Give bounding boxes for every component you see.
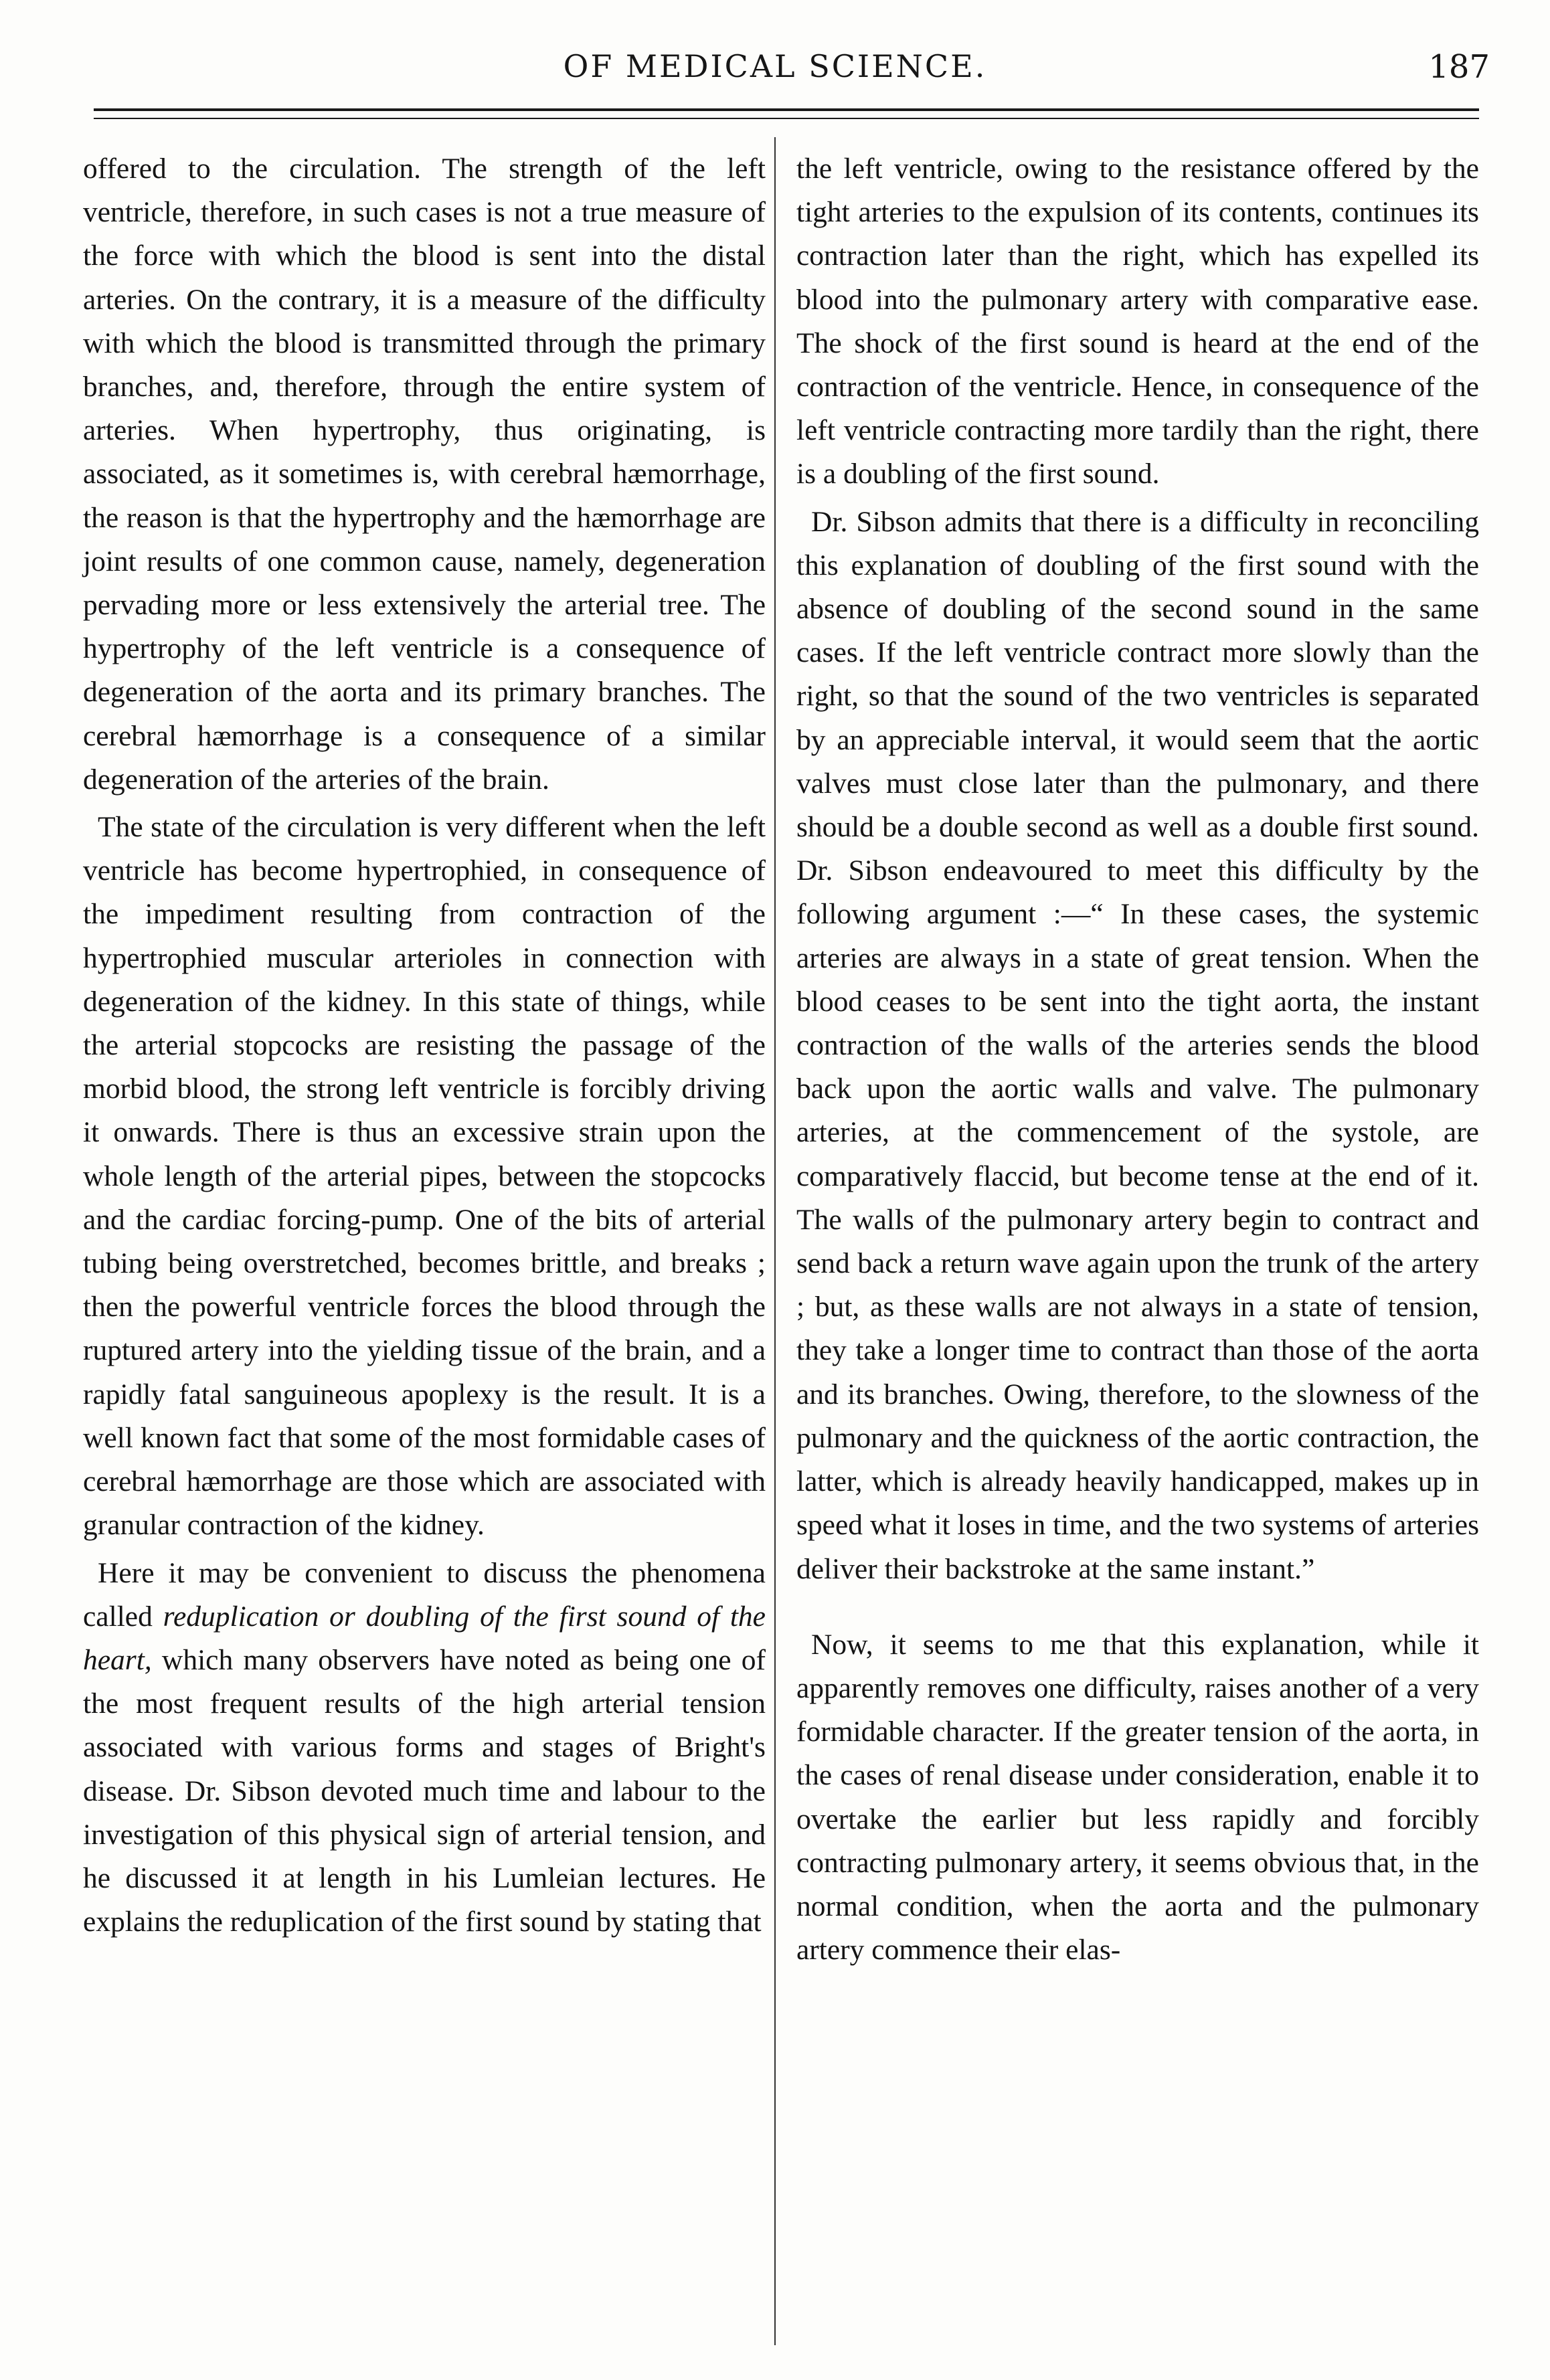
paragraph: Now, it seems to me that this explanation, while it apparently removes one difficulty, raises another of a very formidable character. If the greater tension of the aorta, in the cases of renal disease under consideration, enable it to overtake the earlier but less rapidly and forcibly contracting pulmonary artery, it seems obvious that, in the normal condition, when the aorta and the pulmonary artery commence their elas- [796, 1628, 1479, 1966]
paragraph-text [686, 1600, 697, 1633]
running-title: OF MEDICAL SCIENCE. [563, 48, 987, 84]
paragraph: The state of the circulation is very different when the left ventricle has become hypertrophied, in consequence of the impediment resulting from contraction of the hypertrophied muscular arterioles in connection with degeneration of the kidney. In this state of things, while the arterial stopcocks are resisting the passage of the morbid blood, the strong left ventricle is forcibly driving it onwards. There is thus an excessive strain upon the whole length of the arterial pipes, between the stopcocks and the cardiac forcing-pump. One of the bits of arterial tubing being overstretched, becomes brittle, and breaks ; then the powerful ventricle forces the blood through the ruptured artery into the yielding tissue of the brain, and a rapidly fatal sanguineous apoplexy is the result. It is a well known fact that some of the most formidable cases of cerebral hæmorrhage are those which are associated with granular contraction of the kidney. [83, 811, 766, 1542]
header-rule-thin [94, 118, 1479, 119]
paragraph-reduplication [83, 1552, 766, 1944]
paragraph: Dr. Sibson admits that there is a difficulty in reconciling this explanation of doubling of the first sound with the absence of doubling of the second sound in the same cases. If the left ventricle contract more slowly than the right, so that the sound of the two ventricles is separated by an appreciable interval, it would seem that the aortic valves must close later than the pulmonary, and there should be a double second as well as a double first sound. Dr. Sibson endeavoured to meet this difficulty by the following argument :—“ In these cases, the systemic arteries are always in a state of great tension. When the blood ceases to be sent into the tight aorta, the instant contraction of the walls of the arteries sends the blood back upon the aortic walls and valve. The pulmonary arteries, at the commencement of the systole, are comparatively flaccid, but become tense at the end of it. The walls of the pulmonary artery begin to contract and send back a return wave again upon the trunk of the artery ; but, as these walls are not always in a state of tension, they take a longer time to contract than those of the aorta and its branches. Owing, therefore, to the slowness of the pulmonary and the quickness of the aortic contraction, the latter, which is already heavily handicapped, makes up in speed what it loses in time, and the two systems of arteries deliver their backstroke at the same instant.” [796, 505, 1479, 1585]
italic-term: of the heart, [83, 1600, 766, 1676]
header-rule-thick [94, 108, 1479, 111]
paragraph-text: Here it may be convenient to discuss the phenomena called [83, 1556, 766, 1633]
paragraph-text: which many observers have noted as being one of the most frequent results of the high arterial tension associated with various forms and stages of Bright's disease. Dr. Sibson devoted much time and labour to the investigation of this physical sign of arterial tension, and he discussed it at length in his Lumleian lectures. He explains the reduplication of the first sound by stating that [83, 1643, 766, 1938]
right-column [796, 147, 1479, 1972]
paragraph: the left ventricle, owing to the resistance offered by the tight arteries to the expulsion of its contents, continues its contraction later than the right, which has expelled its blood into the pulmonary artery with comparative ease. The shock of the first sound is heard at the end of the contraction of the ventricle. Hence, in consequence of the left ventricle contracting more tardily than the right, there is a doubling of the first sound. [796, 153, 1479, 490]
italic-term: reduplication or doubling of the first sound [163, 1600, 687, 1633]
page-number: 187 [1428, 48, 1490, 86]
column-divider [774, 137, 776, 2345]
paragraph: offered to the circulation. The strength of the left ventricle, therefore, in such cases is not a true measure of the force with which the blood is sent into the distal arteries. On the contrary, it is a measure of the difficulty with which the blood is transmitted through the primary branches, and, therefore, through the entire system of arteries. When hypertrophy, thus originating, is associated, as it sometimes is, with cerebral hæmorrhage, the reason is that the hypertrophy and the hæmorrhage are joint results of one common cause, namely, degeneration pervading more or less extensively the arterial tree. The hypertrophy of the left ventricle is a consequence of degeneration of the aorta and its primary branches. The cerebral hæmorrhage is a consequence of a similar degeneration of the arteries of the brain. [83, 153, 766, 796]
left-column [83, 147, 766, 1944]
running-head [0, 48, 1550, 108]
